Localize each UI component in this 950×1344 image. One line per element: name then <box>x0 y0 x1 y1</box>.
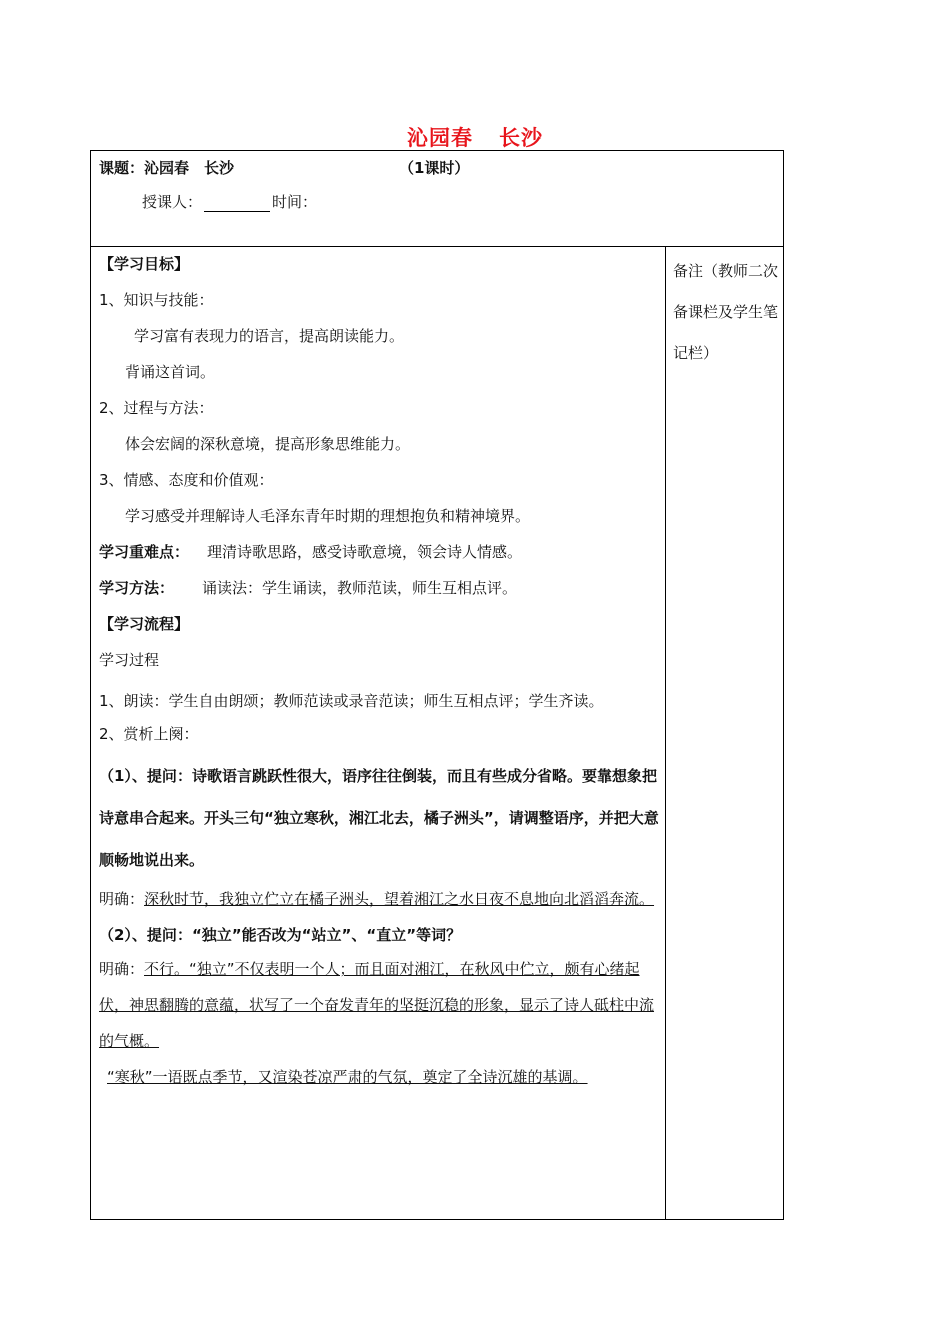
main-content <box>99 251 659 1095</box>
goal-3: 3、情感、态度和价值观： <box>99 471 274 489</box>
topic-row <box>99 157 470 178</box>
lesson-table <box>90 150 784 1220</box>
process-sub: 学习过程 <box>99 651 160 669</box>
answer-2-text: 不行。“独立”不仅表明一个人；而且面对湘江，在秋风中伫立，颇有心绪起伏，神思翻腾的意蕴，状写了一个奋发青年的坚挺沉稳的形象，显示了诗人砥柱中流的气概。 <box>99 960 655 1050</box>
process-heading: 【学习流程】 <box>99 615 190 633</box>
side-note: 备注（教师二次备课栏及学生笔记栏） <box>673 262 779 362</box>
goal-2-a: 体会宏阔的深秋意境，提高形象思维能力。 <box>125 435 411 453</box>
goal-2: 2、过程与方法： <box>99 399 214 417</box>
teacher-row <box>142 191 317 212</box>
answer-1 <box>99 881 659 917</box>
step-1: 1、朗读：学生自由朗颂；教师范读或录音范读；师生互相点评；学生齐读。 <box>99 692 604 710</box>
column-divider <box>665 246 666 1219</box>
study-method <box>99 575 659 611</box>
answer-2 <box>99 951 659 1059</box>
goals-heading: 【学习目标】 <box>99 255 190 273</box>
title-part-2: 长沙 <box>499 125 543 150</box>
answer-1-text: 深秋时节，我独立伫立在橘子洲头，望着湘江之水日夜不息地向北滔滔奔流。 <box>144 890 655 908</box>
key-points <box>99 539 659 575</box>
time-label: 时间： <box>272 193 318 211</box>
question-1: （1）、提问：诗歌语言跳跃性很大，语序往往倒装，而且有些成分省略。要靠想象把诗意串合起来。开头三句“独立寒秋，湘江北去，橘子洲头”，请调整语序，并把大意顺畅地说出来。 <box>99 767 659 869</box>
goal-1-a: 学习富有表现力的语言，提高朗读能力。 <box>134 327 405 345</box>
hours-label: （1课时） <box>399 159 470 177</box>
answer-2-extra: “寒秋”一语既点季节，又渲染苍凉严肃的气氛，奠定了全诗沉雄的基调。 <box>107 1068 588 1086</box>
answer-1-label: 明确： <box>99 890 145 908</box>
goal-1-b: 背诵这首词。 <box>125 363 216 381</box>
teacher-blank <box>204 195 270 212</box>
page-title <box>0 122 950 152</box>
answer-2-label: 明确： <box>99 960 145 978</box>
goal-1: 1、知识与技能： <box>99 291 214 309</box>
goal-3-a: 学习感受并理解诗人毛泽东青年时期的理想抱负和精神境界。 <box>125 507 531 525</box>
method-label: 学习方法： <box>99 579 175 597</box>
step-2: 2、赏析上阕： <box>99 725 199 743</box>
header-divider <box>91 246 783 247</box>
question-2: （2）、提问：“独立”能否改为“站立”、“直立”等词？ <box>99 926 462 944</box>
key-text: 理清诗歌思路，感受诗歌意境，领会诗人情感。 <box>207 543 523 561</box>
method-text: 诵读法：学生诵读，教师范读，师生互相点评。 <box>202 579 518 597</box>
key-label: 学习重难点： <box>99 543 190 561</box>
topic-label: 课题：沁园春 长沙 <box>99 159 235 177</box>
title-part-1: 沁园春 <box>407 125 473 150</box>
teacher-label: 授课人： <box>142 193 203 211</box>
